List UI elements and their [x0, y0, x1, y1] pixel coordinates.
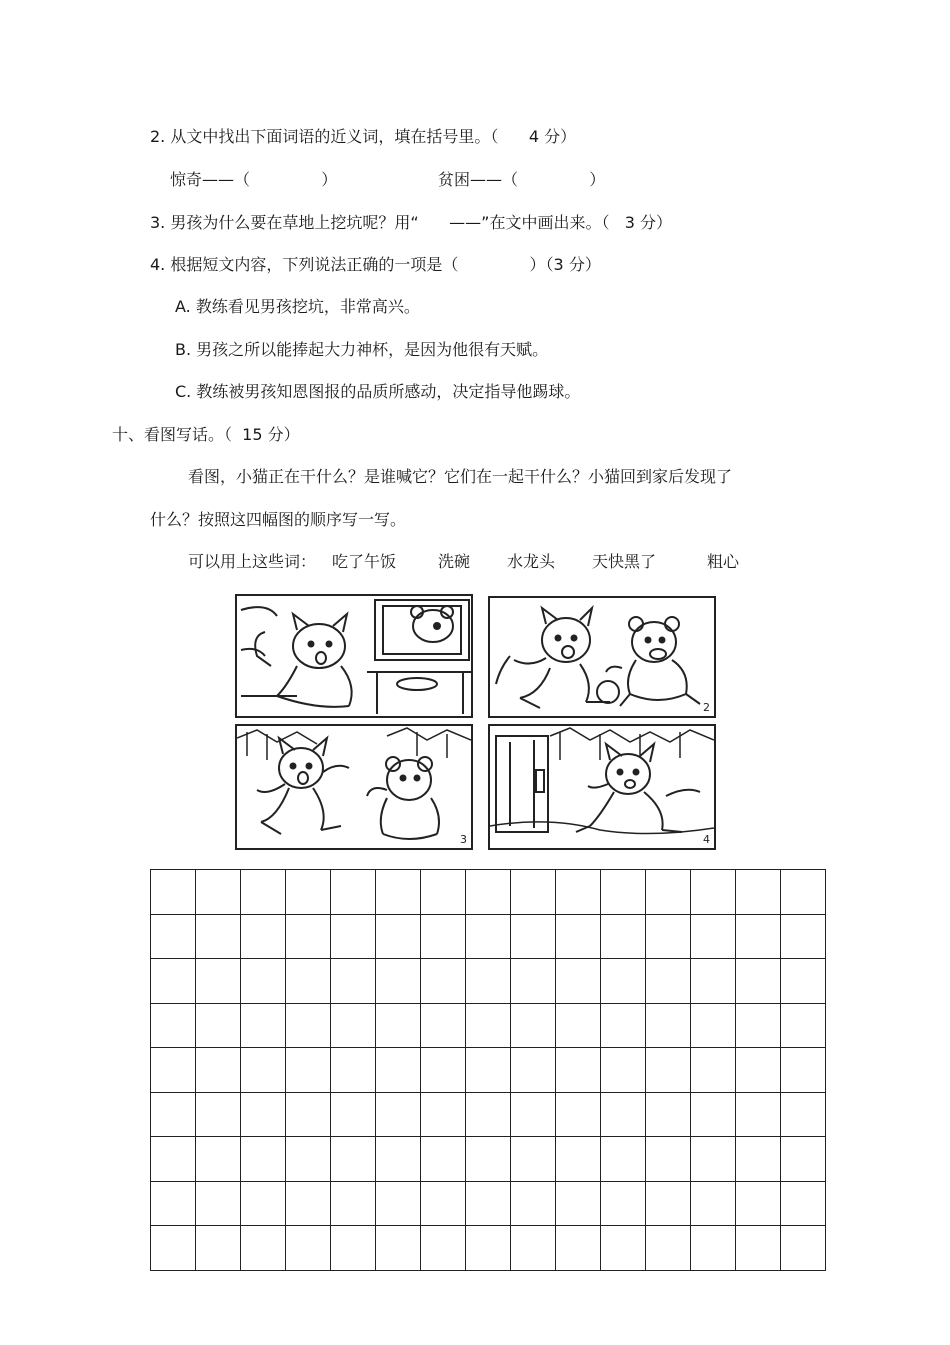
word-bank-item: 水龙头	[507, 552, 556, 571]
grid-cell[interactable]	[556, 914, 601, 959]
grid-cell[interactable]	[511, 959, 556, 1004]
grid-cell[interactable]	[556, 1048, 601, 1093]
grid-cell[interactable]	[331, 1226, 376, 1271]
grid-row	[151, 1048, 826, 1093]
grid-cell[interactable]	[196, 1003, 241, 1048]
grid-cell[interactable]	[331, 1048, 376, 1093]
grid-cell[interactable]	[331, 1181, 376, 1226]
grid-cell[interactable]	[241, 870, 286, 915]
grid-cell[interactable]	[196, 1226, 241, 1271]
grid-cell[interactable]	[466, 914, 511, 959]
grid-cell[interactable]	[376, 1003, 421, 1048]
grid-cell[interactable]	[601, 1226, 646, 1271]
grid-cell[interactable]	[241, 914, 286, 959]
grid-cell[interactable]	[151, 914, 196, 959]
grid-cell[interactable]	[466, 1137, 511, 1182]
question-2-prompt: 2. 从文中找出下面词语的近义词，填在括号里。（ 4 分）	[150, 127, 577, 146]
grid-cell[interactable]	[556, 1003, 601, 1048]
grid-cell[interactable]	[556, 1137, 601, 1182]
grid-cell[interactable]	[601, 914, 646, 959]
question-3-prompt: 3. 男孩为什么要在草地上挖坑呢？用“ ——”在文中画出来。（ 3 分）	[150, 213, 672, 232]
grid-cell[interactable]	[466, 1181, 511, 1226]
synonym-item-2: 贫困——（ ）	[438, 170, 606, 189]
grid-cell[interactable]	[286, 1092, 331, 1137]
cat-eating-illustration	[237, 596, 471, 716]
grid-cell[interactable]	[736, 870, 781, 915]
grid-cell[interactable]	[331, 1092, 376, 1137]
grid-cell[interactable]	[781, 1003, 826, 1048]
grid-cell[interactable]	[331, 1003, 376, 1048]
grid-cell[interactable]	[646, 1003, 691, 1048]
grid-cell[interactable]	[511, 1226, 556, 1271]
grid-row	[151, 959, 826, 1004]
word-bank-label: 可以用上这些词：	[188, 552, 317, 571]
panel-number-2: 2	[703, 701, 710, 714]
grid-cell[interactable]	[556, 959, 601, 1004]
grid-cell[interactable]	[781, 870, 826, 915]
grid-cell[interactable]	[691, 870, 736, 915]
grid-cell[interactable]	[466, 959, 511, 1004]
grid-cell[interactable]	[511, 1048, 556, 1093]
grid-cell[interactable]	[151, 1137, 196, 1182]
grid-cell[interactable]	[286, 1137, 331, 1182]
grid-cell[interactable]	[466, 1048, 511, 1093]
word-bank-item: 粗心	[707, 552, 740, 571]
grid-row	[151, 1226, 826, 1271]
grid-cell[interactable]	[151, 1003, 196, 1048]
grid-row	[151, 1181, 826, 1226]
cat-and-bear-running-illustration	[237, 726, 471, 848]
grid-cell[interactable]	[286, 1048, 331, 1093]
grid-cell[interactable]	[601, 1092, 646, 1137]
grid-cell[interactable]	[421, 1137, 466, 1182]
grid-cell[interactable]	[781, 1048, 826, 1093]
grid-cell[interactable]	[691, 959, 736, 1004]
grid-cell[interactable]	[601, 870, 646, 915]
grid-cell[interactable]	[286, 914, 331, 959]
grid-cell[interactable]	[376, 1048, 421, 1093]
grid-cell[interactable]	[376, 959, 421, 1004]
grid-cell[interactable]	[151, 1226, 196, 1271]
grid-cell[interactable]	[241, 959, 286, 1004]
grid-cell[interactable]	[421, 1092, 466, 1137]
grid-cell[interactable]	[781, 1137, 826, 1182]
grid-cell[interactable]	[646, 1137, 691, 1182]
grid-cell[interactable]	[646, 914, 691, 959]
grid-cell[interactable]	[421, 870, 466, 915]
writing-grid	[150, 869, 826, 1271]
grid-cell[interactable]	[511, 1003, 556, 1048]
grid-cell[interactable]	[601, 1181, 646, 1226]
grid-cell[interactable]	[286, 870, 331, 915]
grid-cell[interactable]	[421, 959, 466, 1004]
comic-panel-4	[488, 724, 716, 850]
grid-cell[interactable]	[151, 1092, 196, 1137]
grid-cell[interactable]	[286, 959, 331, 1004]
grid-cell[interactable]	[331, 914, 376, 959]
grid-cell[interactable]	[511, 1092, 556, 1137]
grid-cell[interactable]	[601, 1003, 646, 1048]
grid-cell[interactable]	[286, 1181, 331, 1226]
grid-cell[interactable]	[781, 914, 826, 959]
grid-cell[interactable]	[601, 1048, 646, 1093]
grid-cell[interactable]	[736, 1003, 781, 1048]
grid-cell[interactable]	[646, 1226, 691, 1271]
panel-number-3: 3	[460, 833, 467, 846]
grid-cell[interactable]	[241, 1092, 286, 1137]
comic-panel-3	[235, 724, 473, 850]
grid-cell[interactable]	[781, 959, 826, 1004]
word-bank-item: 天快黑了	[592, 552, 657, 571]
grid-cell[interactable]	[691, 1137, 736, 1182]
grid-cell[interactable]	[646, 1181, 691, 1226]
grid-cell[interactable]	[286, 1226, 331, 1271]
comic-panel-1	[235, 594, 473, 718]
instruction-line-1: 看图，小猫正在干什么？是谁喊它？它们在一起干什么？小猫回到家后发现了	[188, 467, 733, 486]
grid-cell[interactable]	[691, 1003, 736, 1048]
grid-cell[interactable]	[511, 1137, 556, 1182]
grid-cell[interactable]	[511, 914, 556, 959]
grid-cell[interactable]	[241, 1137, 286, 1182]
grid-cell[interactable]	[736, 1048, 781, 1093]
grid-cell[interactable]	[196, 1181, 241, 1226]
grid-cell[interactable]	[331, 1137, 376, 1182]
word-bank-item: 吃了午饭	[332, 552, 397, 571]
grid-cell[interactable]	[376, 1226, 421, 1271]
grid-cell[interactable]	[376, 870, 421, 915]
grid-cell[interactable]	[196, 1092, 241, 1137]
grid-cell[interactable]	[241, 1181, 286, 1226]
comic-strip	[233, 592, 718, 848]
grid-cell[interactable]	[601, 1137, 646, 1182]
grid-cell[interactable]	[691, 1048, 736, 1093]
grid-row	[151, 1003, 826, 1048]
grid-cell[interactable]	[466, 1092, 511, 1137]
grid-cell[interactable]	[646, 1048, 691, 1093]
grid-cell[interactable]	[781, 1092, 826, 1137]
grid-row	[151, 870, 826, 915]
grid-cell[interactable]	[286, 1003, 331, 1048]
grid-cell[interactable]	[151, 870, 196, 915]
grid-cell[interactable]	[421, 1048, 466, 1093]
grid-cell[interactable]	[691, 1226, 736, 1271]
grid-row	[151, 1137, 826, 1182]
question-4-prompt: 4. 根据短文内容，下列说法正确的一项是（ ）（3 分）	[150, 255, 601, 274]
grid-cell[interactable]	[556, 1226, 601, 1271]
grid-cell[interactable]	[646, 1092, 691, 1137]
grid-cell[interactable]	[376, 1137, 421, 1182]
grid-cell[interactable]	[556, 1092, 601, 1137]
option-c: C. 教练被男孩知恩图报的品质所感动，决定指导他踢球。	[175, 382, 581, 401]
grid-cell[interactable]	[196, 959, 241, 1004]
grid-cell[interactable]	[646, 959, 691, 1004]
grid-cell[interactable]	[736, 959, 781, 1004]
grid-cell[interactable]	[691, 914, 736, 959]
option-a: A. 教练看见男孩挖坑，非常高兴。	[175, 297, 420, 316]
grid-row	[151, 914, 826, 959]
grid-cell[interactable]	[421, 1226, 466, 1271]
grid-cell[interactable]	[376, 1181, 421, 1226]
grid-cell[interactable]	[376, 914, 421, 959]
grid-cell[interactable]	[736, 1226, 781, 1271]
grid-cell[interactable]	[196, 870, 241, 915]
grid-cell[interactable]	[466, 870, 511, 915]
grid-cell[interactable]	[781, 1181, 826, 1226]
instruction-line-2: 什么？按照这四幅图的顺序写一写。	[150, 510, 407, 529]
grid-cell[interactable]	[421, 1003, 466, 1048]
grid-cell[interactable]	[151, 1048, 196, 1093]
grid-cell[interactable]	[601, 959, 646, 1004]
grid-cell[interactable]	[241, 1048, 286, 1093]
grid-cell[interactable]	[241, 1226, 286, 1271]
grid-cell[interactable]	[736, 1092, 781, 1137]
grid-cell[interactable]	[151, 959, 196, 1004]
grid-cell[interactable]	[556, 870, 601, 915]
grid-cell[interactable]	[556, 1181, 601, 1226]
synonym-item-1: 惊奇——（ ）	[170, 170, 338, 189]
cat-running-home-illustration	[490, 726, 714, 848]
grid-cell[interactable]	[736, 1181, 781, 1226]
grid-cell[interactable]	[511, 1181, 556, 1226]
grid-cell[interactable]	[466, 1226, 511, 1271]
grid-cell[interactable]	[196, 1137, 241, 1182]
grid-cell[interactable]	[241, 1003, 286, 1048]
grid-cell[interactable]	[781, 1226, 826, 1271]
grid-row	[151, 1092, 826, 1137]
grid-cell[interactable]	[736, 1137, 781, 1182]
grid-cell[interactable]	[691, 1181, 736, 1226]
word-bank-item: 洗碗	[438, 552, 471, 571]
grid-cell[interactable]	[466, 1003, 511, 1048]
grid-cell[interactable]	[736, 914, 781, 959]
grid-cell[interactable]	[421, 914, 466, 959]
option-b: B. 男孩之所以能捧起大力神杯，是因为他很有天赋。	[175, 340, 549, 359]
grid-cell[interactable]	[331, 870, 376, 915]
grid-cell[interactable]	[196, 914, 241, 959]
grid-cell[interactable]	[421, 1181, 466, 1226]
panel-number-4: 4	[703, 833, 710, 846]
comic-panel-2	[488, 596, 716, 718]
grid-cell[interactable]	[151, 1181, 196, 1226]
grid-cell[interactable]	[331, 959, 376, 1004]
section-10-heading: 十、看图写话。（ 15 分）	[112, 425, 300, 444]
grid-cell[interactable]	[376, 1092, 421, 1137]
cat-and-bear-playing-ball-illustration	[490, 598, 714, 716]
grid-cell[interactable]	[646, 870, 691, 915]
grid-cell[interactable]	[511, 870, 556, 915]
grid-cell[interactable]	[691, 1092, 736, 1137]
grid-cell[interactable]	[196, 1048, 241, 1093]
